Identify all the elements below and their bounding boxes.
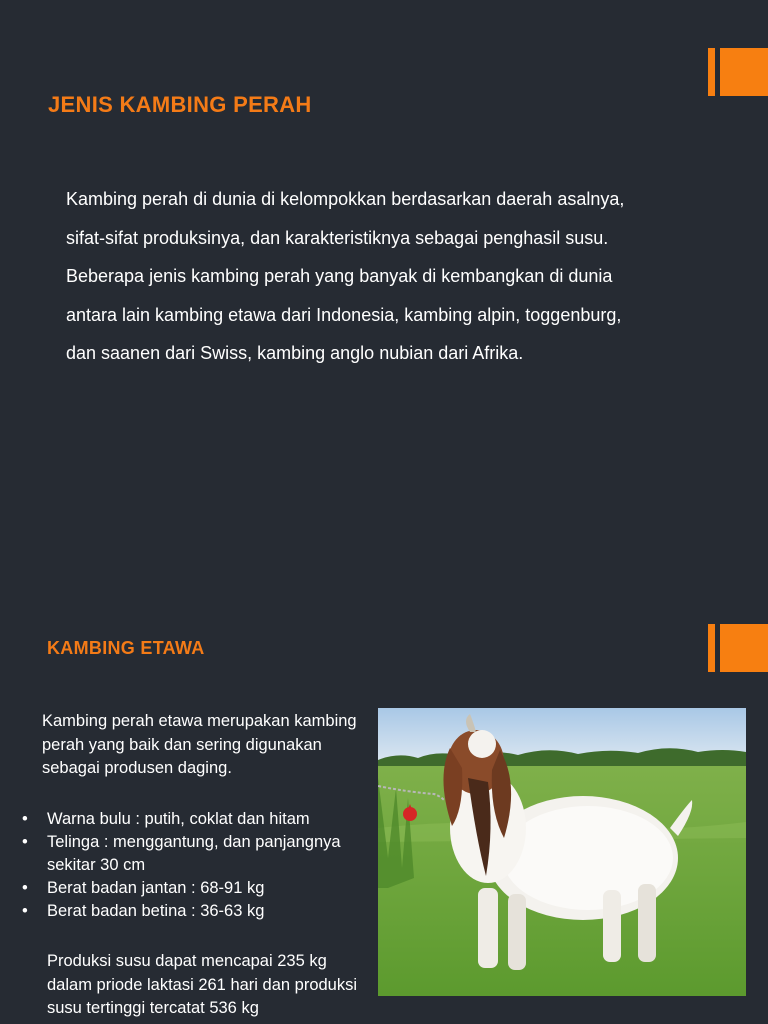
slide-title: JENIS KAMBING PERAH (48, 92, 312, 117)
orange-accent-bar (708, 624, 768, 672)
intro-text: Kambing perah etawa merupakan kambing perah yang baik dan sering digunakan sebagai produsen daging. (42, 712, 357, 777)
list-item: • Telinga : menggantung, dan panjangnya sekitar 30 cm (22, 831, 367, 877)
list-item: • Berat badan betina : 36-63 kg (22, 900, 367, 923)
slide-title: KAMBING ETAWA (47, 638, 205, 658)
milk-production-text: Produksi susu dapat mencapai 235 kg dalam priode laktasi 261 hari dan produksi susu tertinggi tercatat 536 kg (47, 952, 358, 1017)
slide-body-text: Kambing perah di dunia di kelompokkan berdasarkan daerah asalnya, sifat-sifat produksinya, dan karakteristiknya sebagai penghasil susu. Beberapa jenis kambing perah yang banyak di kembangkan di dunia antara lain kambing etawa dari Indonesia, kambing alpin, toggenburg, dan saanen dari Swiss, kambing anglo nubian dari Afrika. (66, 189, 625, 363)
characteristics-list (22, 808, 367, 923)
orange-accent-bar (708, 48, 768, 96)
slide-kambing-etawa (0, 600, 768, 1024)
list-item: • Berat badan jantan : 68-91 kg (22, 877, 367, 900)
list-item: • Warna bulu : putih, coklat dan hitam (22, 808, 367, 831)
goat-photo (378, 708, 746, 996)
